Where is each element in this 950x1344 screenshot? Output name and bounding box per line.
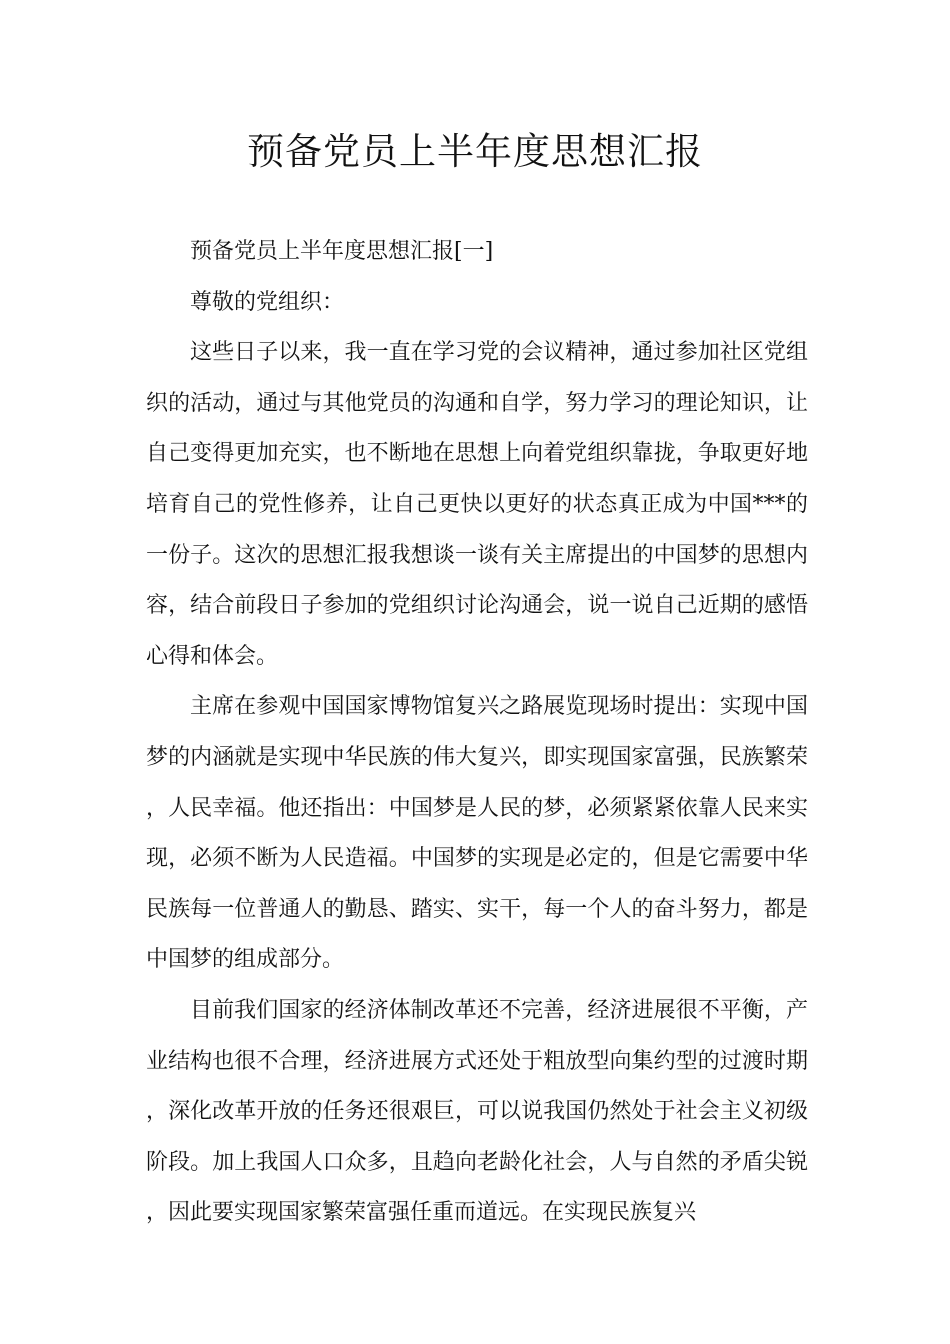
- subtitle-paragraph: 预备党员上半年度思想汇报[一]: [190, 239, 494, 264]
- body-paragraph-2: 主席在参观中国国家博物馆复兴之路展览现场时提出：实现中国梦的内涵就是实现中华民族的伟大复兴，即实现国家富强，民族繁荣，人民幸福。他还指出：中国梦是人民的梦，必须紧紧依靠人民来实现，必须不断为人民造福。中国梦的实现是必定的，但是它需要中华民族每一位普通人的勤恳、踏实、实干，每一个人的奋斗努力，都是中国梦的组成部分。: [146, 694, 808, 973]
- body-paragraph-1: 这些日子以来，我一直在学习党的会议精神，通过参加社区党组织的活动，通过与其他党员的沟通和自学，努力学习的理论知识，让自己变得更加充实，也不断地在思想上向着党组织靠拢，争取更好地培育自己的党性修养，让自己更快以更好的状态真正成为中国***的一份子。这次的思想汇报我想谈一谈有关主席提出的中国梦的思想内容，结合前段日子参加的党组织讨论沟通会，说一说自己近期的感悟心得和体会。: [146, 340, 808, 669]
- body-paragraph-3: 目前我们国家的经济体制改革还不完善，经济进展很不平衡，产业结构也很不合理，经济进展方式还处于粗放型向集约型的过渡时期，深化改革开放的任务还很艰巨，可以说我国仍然处于社会主义初级阶段。加上我国人口众多，且趋向老龄化社会，人与自然的矛盾尖锐，因此要实现国家繁荣富强任重而道远。在实现民族复兴: [146, 997, 808, 1226]
- document-body: [146, 227, 808, 1239]
- document-title: 预备党员上半年度思想汇报: [247, 130, 703, 173]
- salutation-paragraph: 尊敬的党组织：: [190, 289, 345, 315]
